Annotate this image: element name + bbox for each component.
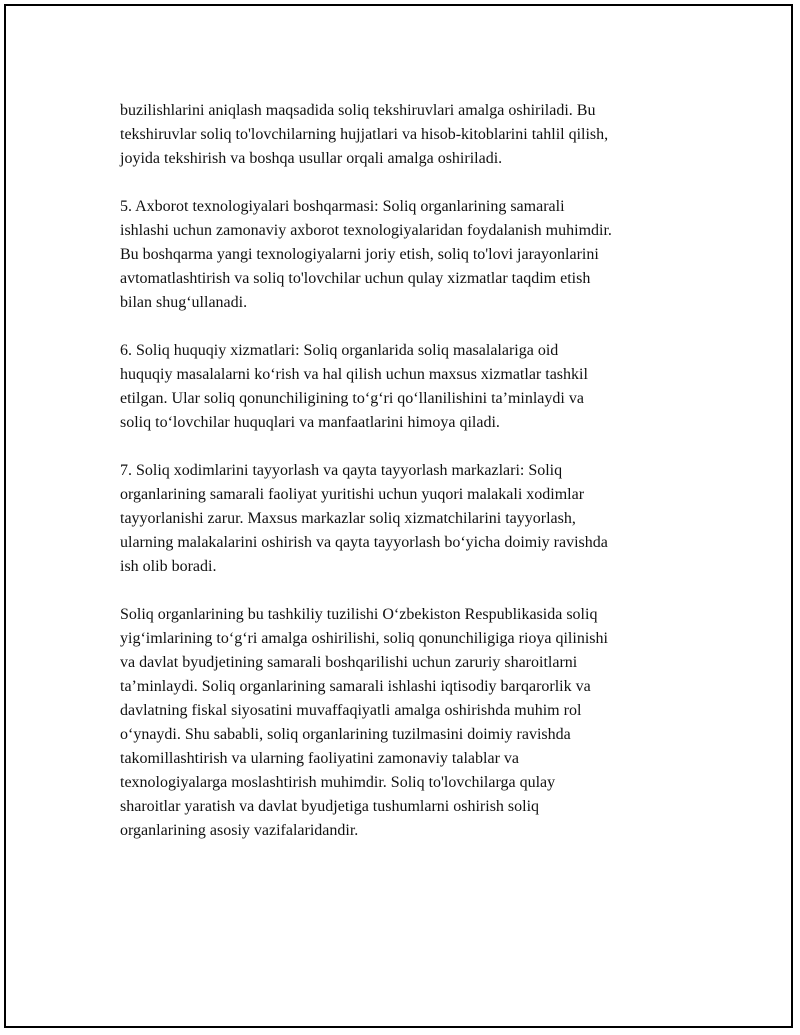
document-page <box>4 4 793 1028</box>
paragraph-legal-services: 6. Soliq huquqiy xizmatlari: Soliq organlarida soliq masalalariga oid huquqiy masalalarni ko‘rish va hal qilish uchun maxsus xizmatlar tashkil etilgan. Ular soliq qonunchiligining to‘g‘ri qo‘llanilishini ta’minlaydi va soliq to‘lovchilar huquqlari va manfaatlarini himoya qiladi. <box>120 342 588 431</box>
paragraph-it-department: 5. Axborot texnologiyalari boshqarmasi: Soliq organlarining samarali ishlashi uchun zamonaviy axborot texnologiyalaridan foydalanish muhimdir. Bu boshqarma yangi texnologiyalarni joriy etish, soliq to'lovi jarayonlarini avtomatlashtirish va soliq to'lovchilar uchun qulay xizmatlar taqdim etish bilan shug‘ullanadi. <box>120 198 612 311</box>
paragraph-training-centers: 7. Soliq xodimlarini tayyorlash va qayta tayyorlash markazlari: Soliq organlarining samarali faoliyat yuritishi uchun yuqori malakali xodimlar tayyorlanishi zarur. Maxsus markazlar soliq xizmatchilarini tayyorlash, ularning malakalarini oshirish va qayta tayyorlash bo‘yicha doimiy ravishda ish olib boradi. <box>120 462 608 575</box>
document-body <box>120 99 700 843</box>
paragraph-conclusion: Soliq organlarining bu tashkiliy tuzilishi O‘zbekiston Respublikasida soliq yig‘imlarining to‘g‘ri amalga oshirilishi, soliq qonunchiligiga rioya qilinishi va davlat byudjetining samarali boshqarilishi uchun zaruriy sharoitlarni ta’minlaydi. Soliq organlarining samarali ishlashi iqtisodiy barqarorlik va davlatning fiskal siyosatini muvaffaqiyatli amalga oshirishda muhim rol o‘ynaydi. Shu sababli, soliq organlarining tuzilmasini doimiy ravishda takomillashtirish va ularning faoliyatini zamonaviy talablar va texnologiyalarga moslashtirish muhimdir. Soliq to'lovchilarga qulay sharoitlar yaratish va davlat byudjetiga tushumlarni oshirish soliq organlarining asosiy vazifalaridandir. <box>120 606 608 839</box>
paragraph-audit-continuation: buzilishlarini aniqlash maqsadida soliq tekshiruvlari amalga oshiriladi. Bu tekshiruvlar soliq to'lovchilarning hujjatlari va hisob-kitoblarini tahlil qilish, joyida tekshirish va boshqa usullar orqali amalga oshiriladi. <box>120 102 609 167</box>
